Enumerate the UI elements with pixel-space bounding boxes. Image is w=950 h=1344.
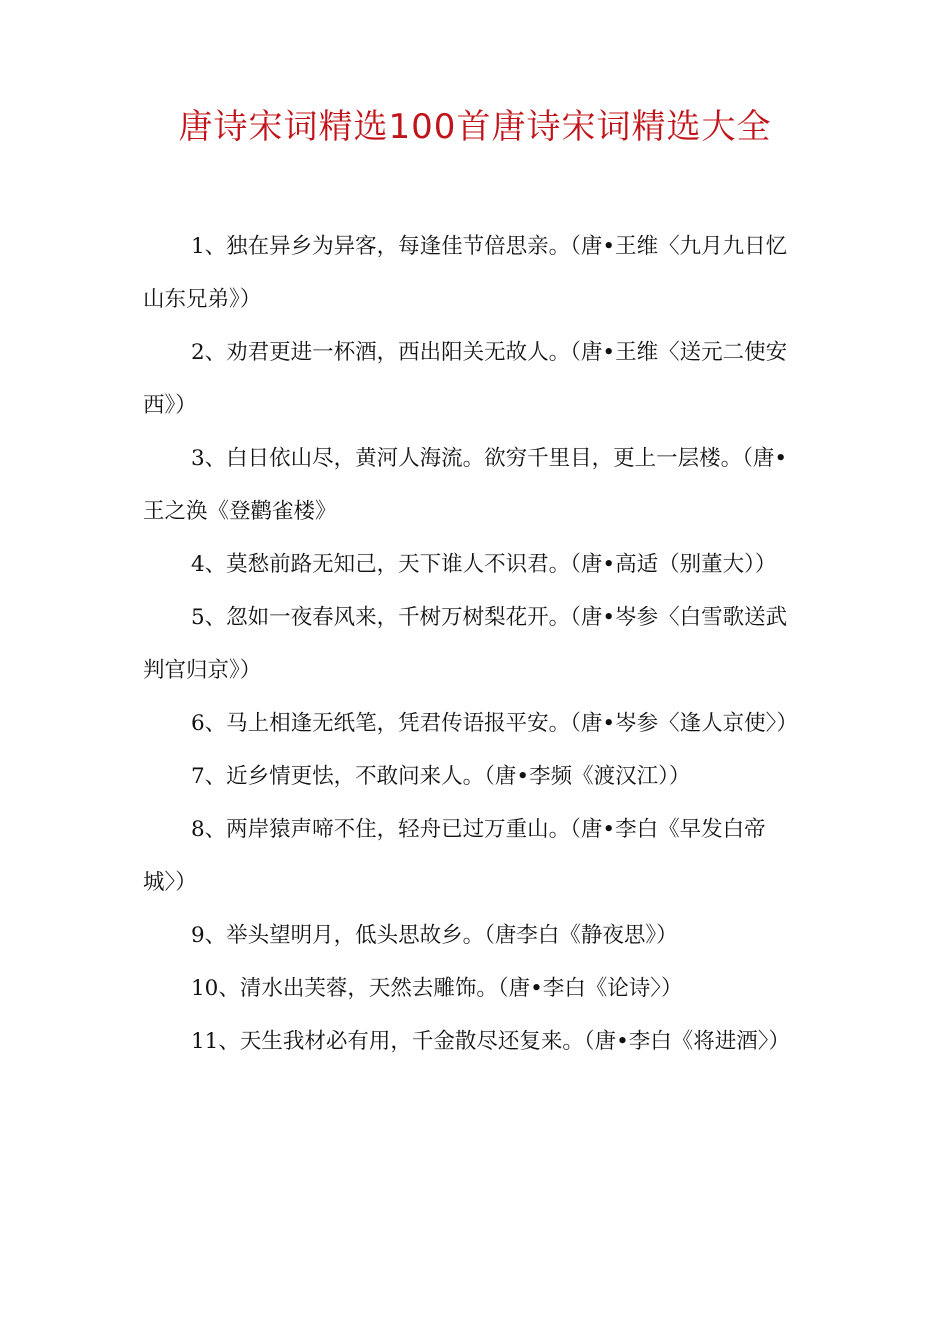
document-title: 唐诗宋词精选100首唐诗宋词精选大全 [178,107,772,147]
poem-entry-9: 9、举头望明月，低头思故乡。（唐李白《静夜思》） [191,923,678,948]
poem-entry-6: 6、马上相逢无纸笔，凭君传语报平安。（唐•岑参〈逢人京使〉） [191,711,798,736]
poem-entry-2: 2、劝君更进一杯酒，西出阳关无故人。（唐•王维〈送元二使安西》） [143,340,788,418]
poem-entry-11: 11、天生我材必有用，千金散尽还复来。（唐•李白《将进酒〉） [191,1029,791,1054]
poem-list [143,220,808,1068]
poem-entry-10: 10、清水出芙蓉，天然去雕饰。（唐•李白《论诗〉） [191,976,683,1001]
poem-entry-3: 3、白日依山尽，黄河人海流。欲穷千里目，更上一层楼。（唐•王之涣《登鹳雀楼》 [143,446,788,524]
poem-entry-7: 7、近乡情更怯，不敢问来人。（唐•李频《渡汉江）） [191,764,691,789]
poem-entry-8: 8、两岸猿声啼不住，轻舟已过万重山。（唐•李白《早发白帝城〉） [143,817,766,895]
poem-entry-4: 4、莫愁前路无知己，天下谁人不识君。（唐•高适（别董大）） [191,552,777,577]
poem-entry-1: 1、独在异乡为异客，每逢佳节倍思亲。（唐•王维〈九月九日忆山东兄弟》） [143,234,788,312]
poem-entry-5: 5、忽如一夜春风来，千树万树梨花开。（唐•岑参〈白雪歌送武判官归京》） [143,605,788,683]
